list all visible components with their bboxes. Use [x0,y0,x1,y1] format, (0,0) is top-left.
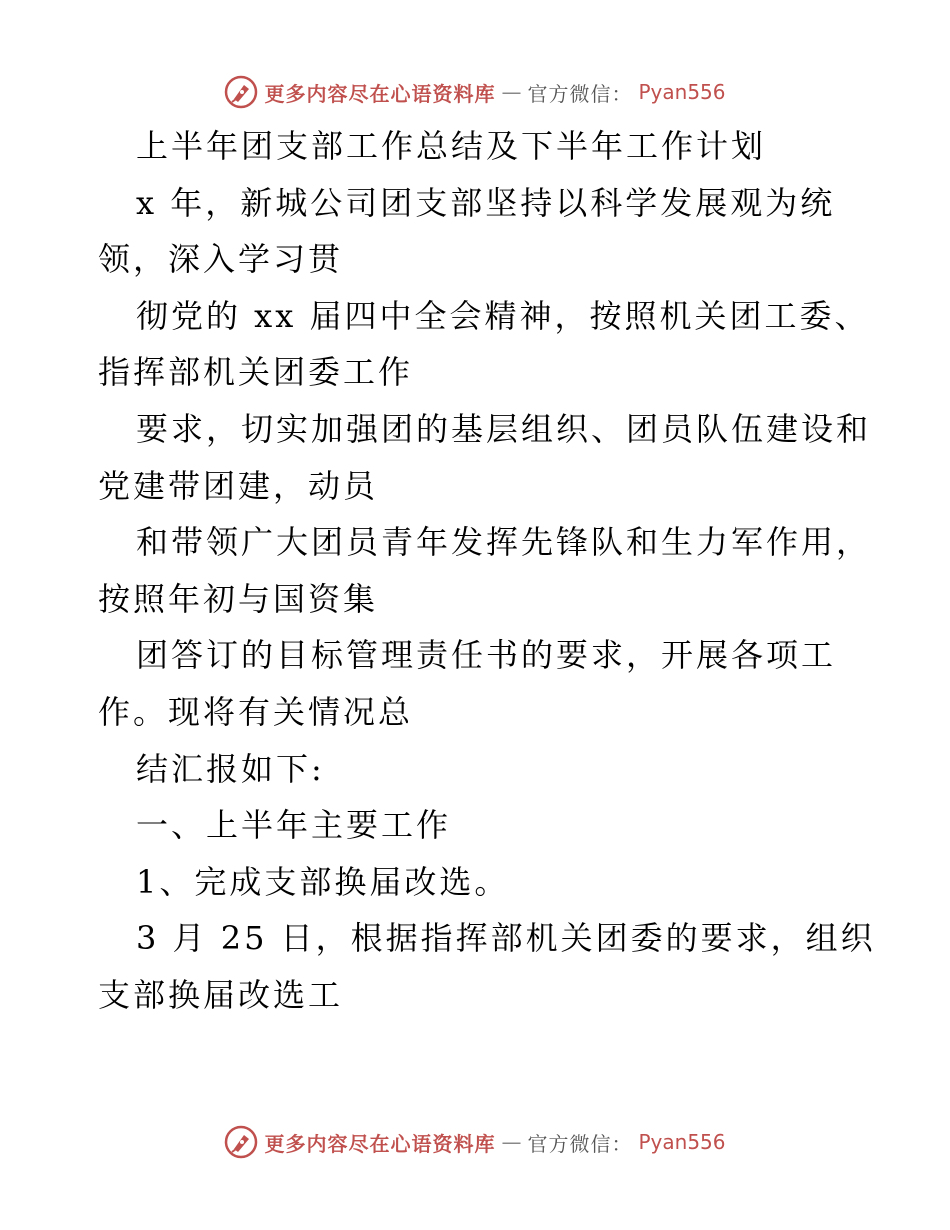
paragraph-line: 作。现将有关情况总 [98,692,414,731]
document-title: 上半年团支部工作总结及下半年工作计划 [136,127,767,165]
paragraph-line: 指挥部机关团委工作 [98,353,414,392]
watermark-main-text: 更多内容尽在心语资料库 [264,81,496,106]
paragraph-line: 要求，切实加强团的基层组织、团员队伍建设和 [136,409,872,448]
watermark-main-text: 更多内容尽在心语资料库 [264,1131,496,1156]
paragraph-line: 按照年初与国资集 [98,579,379,618]
paragraph-line: x 年，新城公司团支部坚持以科学发展观为统 [136,183,836,222]
paragraph-line: 领，深入学习贯 [98,240,344,279]
paragraph-line: 彻党的 xx 届四中全会精神，按照机关团工委、 [136,296,870,335]
paragraph-line: 3 月 25 日，根据指挥部机关团委的要求，组织 [136,919,876,958]
subsection-heading: 1、完成支部换届改选。 [136,862,510,901]
watermark-dash: — [501,80,522,104]
watermark-label: 官方微信： [527,81,633,106]
paragraph-line: 和带领广大团员青年发挥先锋队和生力军作用， [136,523,872,562]
watermark-header [0,72,950,112]
paragraph-line: 支部换届改选工 [98,975,344,1014]
watermark-wechat-id: Pyan556 [638,1130,726,1154]
watermark-dash: — [501,1130,522,1154]
paragraph-line: 结汇报如下: [136,749,325,788]
paragraph-line: 团答订的目标管理责任书的要求，开展各项工 [136,636,837,675]
section-heading: 一、上半年主要工作 [136,806,452,845]
paragraph-line: 党建带团建，动员 [98,466,379,505]
pen-nib-logo-icon [224,1125,258,1159]
pen-nib-logo-icon [224,75,258,109]
watermark-footer [0,1122,950,1162]
document-body [98,118,888,1024]
watermark-wechat-id: Pyan556 [638,80,726,104]
watermark-label: 官方微信： [527,1131,633,1156]
